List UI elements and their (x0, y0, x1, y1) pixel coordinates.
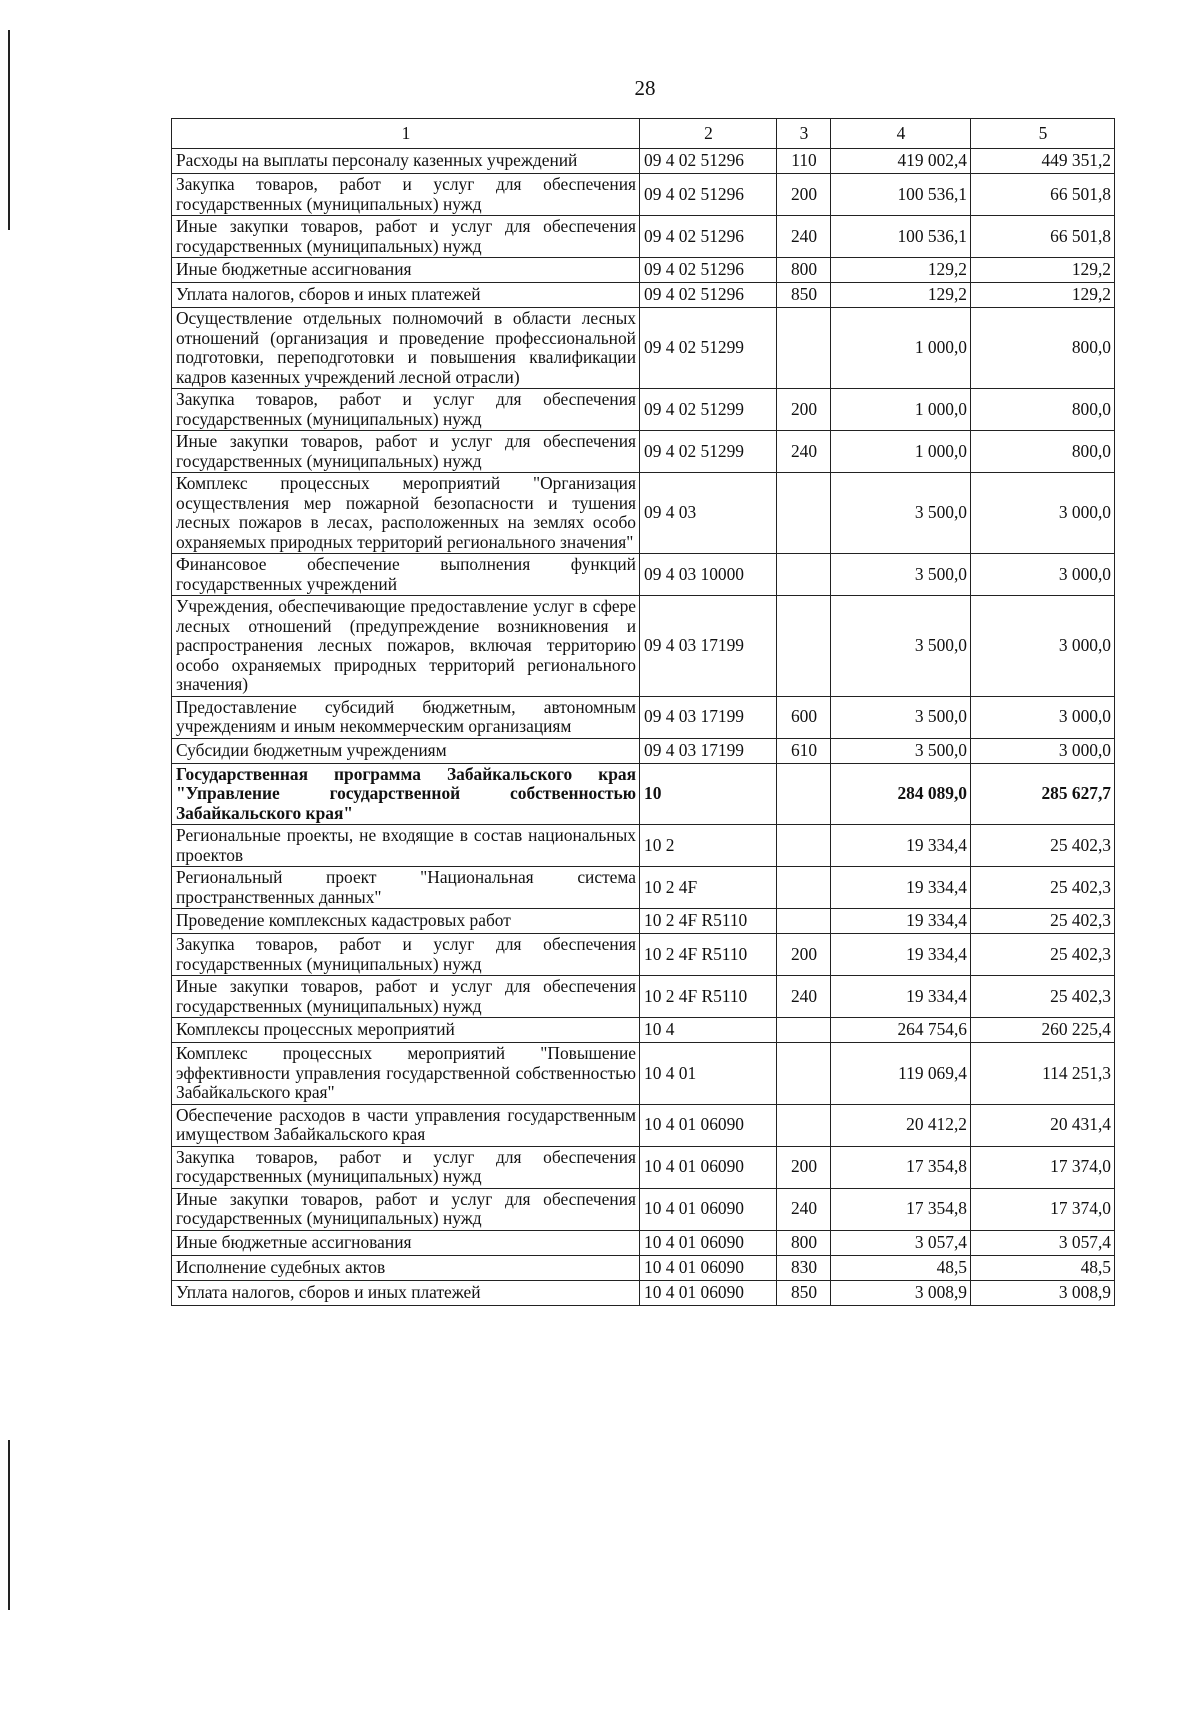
row-name-cell: Региональные проекты, не входящие в состав национальных проектов (172, 825, 640, 867)
row-name-cell: Иные закупки товаров, работ и услуг для обеспечения государственных (муниципальных) нужд (172, 431, 640, 473)
row-value-2024-cell: 1 000,0 (831, 308, 971, 389)
row-type-cell (777, 763, 831, 825)
row-name-cell: Уплата налогов, сборов и иных платежей (172, 283, 640, 308)
row-type-cell (777, 909, 831, 934)
table-row (172, 763, 1115, 825)
row-code-cell: 09 4 02 51296 (640, 283, 777, 308)
row-name-cell: Иные закупки товаров, работ и услуг для обеспечения государственных (муниципальных) нужд (172, 976, 640, 1018)
table-row (172, 1188, 1115, 1230)
row-type-cell (777, 1104, 831, 1146)
scan-margin-line-top (8, 30, 10, 230)
table-row (172, 216, 1115, 258)
row-name-cell: Иные бюджетные ассигнования (172, 1230, 640, 1255)
row-code-cell: 09 4 02 51296 (640, 149, 777, 174)
row-name-cell: Финансовое обеспечение выполнения функций государственных учреждений (172, 554, 640, 596)
table-row (172, 308, 1115, 389)
row-code-cell: 10 4 01 06090 (640, 1188, 777, 1230)
row-type-cell: 240 (777, 216, 831, 258)
row-value-2024-cell: 17 354,8 (831, 1188, 971, 1230)
row-code-cell: 09 4 02 51299 (640, 431, 777, 473)
row-type-cell (777, 867, 831, 909)
row-value-2025-cell: 285 627,7 (971, 763, 1115, 825)
row-value-2025-cell: 66 501,8 (971, 174, 1115, 216)
table-row (172, 174, 1115, 216)
row-name-cell: Уплата налогов, сборов и иных платежей (172, 1280, 640, 1305)
row-value-2025-cell: 25 402,3 (971, 825, 1115, 867)
row-type-cell (777, 1018, 831, 1043)
row-code-cell: 09 4 03 17199 (640, 738, 777, 763)
row-code-cell: 09 4 03 17199 (640, 596, 777, 697)
row-name-cell: Закупка товаров, работ и услуг для обеспечения государственных (муниципальных) нужд (172, 174, 640, 216)
row-code-cell: 10 4 01 06090 (640, 1146, 777, 1188)
row-value-2024-cell: 264 754,6 (831, 1018, 971, 1043)
column-header: 4 (831, 119, 971, 149)
row-name-cell: Предоставление субсидий бюджетным, автономным учреждениям и иным некоммерческим организациям (172, 696, 640, 738)
row-value-2024-cell: 100 536,1 (831, 174, 971, 216)
row-name-cell: Субсидии бюджетным учреждениям (172, 738, 640, 763)
row-value-2025-cell: 3 000,0 (971, 596, 1115, 697)
row-value-2024-cell: 3 500,0 (831, 738, 971, 763)
row-name-cell: Обеспечение расходов в части управления государственным имуществом Забайкальского края (172, 1104, 640, 1146)
row-value-2024-cell: 119 069,4 (831, 1043, 971, 1105)
table-row (172, 825, 1115, 867)
row-code-cell: 09 4 03 10000 (640, 554, 777, 596)
row-type-cell: 240 (777, 1188, 831, 1230)
row-type-cell: 600 (777, 696, 831, 738)
row-value-2025-cell: 17 374,0 (971, 1146, 1115, 1188)
row-value-2025-cell: 3 000,0 (971, 738, 1115, 763)
row-code-cell: 10 4 01 06090 (640, 1230, 777, 1255)
table-row (172, 1043, 1115, 1105)
row-code-cell: 09 4 03 17199 (640, 696, 777, 738)
row-value-2025-cell: 800,0 (971, 431, 1115, 473)
row-value-2024-cell: 1 000,0 (831, 389, 971, 431)
row-value-2024-cell: 3 008,9 (831, 1280, 971, 1305)
row-type-cell: 200 (777, 174, 831, 216)
row-value-2024-cell: 284 089,0 (831, 763, 971, 825)
row-name-cell: Иные закупки товаров, работ и услуг для обеспечения государственных (муниципальных) нужд (172, 216, 640, 258)
row-value-2024-cell: 3 500,0 (831, 473, 971, 554)
row-code-cell: 10 2 4F (640, 867, 777, 909)
row-type-cell: 850 (777, 283, 831, 308)
row-type-cell: 800 (777, 1230, 831, 1255)
row-type-cell (777, 1043, 831, 1105)
row-code-cell: 09 4 02 51296 (640, 216, 777, 258)
row-value-2024-cell: 419 002,4 (831, 149, 971, 174)
row-code-cell: 10 4 (640, 1018, 777, 1043)
row-type-cell: 200 (777, 934, 831, 976)
row-code-cell: 10 2 4F R5110 (640, 976, 777, 1018)
row-value-2024-cell: 20 412,2 (831, 1104, 971, 1146)
row-name-cell: Иные бюджетные ассигнования (172, 258, 640, 283)
row-type-cell: 800 (777, 258, 831, 283)
table-row (172, 909, 1115, 934)
row-code-cell: 09 4 02 51296 (640, 258, 777, 283)
row-code-cell: 10 2 (640, 825, 777, 867)
table-row (172, 431, 1115, 473)
row-value-2025-cell: 260 225,4 (971, 1018, 1115, 1043)
row-value-2025-cell: 25 402,3 (971, 867, 1115, 909)
row-type-cell: 200 (777, 389, 831, 431)
row-value-2025-cell: 3 000,0 (971, 554, 1115, 596)
row-name-cell: Исполнение судебных актов (172, 1255, 640, 1280)
row-value-2024-cell: 19 334,4 (831, 867, 971, 909)
row-value-2025-cell: 3 057,4 (971, 1230, 1115, 1255)
row-type-cell (777, 596, 831, 697)
row-value-2025-cell: 48,5 (971, 1255, 1115, 1280)
row-name-cell: Комплексы процессных мероприятий (172, 1018, 640, 1043)
row-code-cell: 10 4 01 06090 (640, 1280, 777, 1305)
row-value-2024-cell: 3 500,0 (831, 596, 971, 697)
row-value-2024-cell: 3 500,0 (831, 554, 971, 596)
row-value-2024-cell: 3 500,0 (831, 696, 971, 738)
table-row (172, 473, 1115, 554)
row-value-2025-cell: 66 501,8 (971, 216, 1115, 258)
row-value-2025-cell: 25 402,3 (971, 909, 1115, 934)
row-value-2024-cell: 19 334,4 (831, 825, 971, 867)
row-name-cell: Закупка товаров, работ и услуг для обеспечения государственных (муниципальных) нужд (172, 934, 640, 976)
table-row (172, 1280, 1115, 1305)
row-value-2024-cell: 17 354,8 (831, 1146, 971, 1188)
row-name-cell: Учреждения, обеспечивающие предоставление услуг в сфере лесных отношений (предупреждение возникновения и распространения лесных пожаров, включая территорию особо охраняемых природных территорий регионального значения) (172, 596, 640, 697)
row-value-2024-cell: 3 057,4 (831, 1230, 971, 1255)
row-value-2024-cell: 1 000,0 (831, 431, 971, 473)
row-value-2025-cell: 20 431,4 (971, 1104, 1115, 1146)
table-header-row (172, 119, 1115, 149)
row-value-2025-cell: 800,0 (971, 389, 1115, 431)
row-value-2024-cell: 48,5 (831, 1255, 971, 1280)
budget-table (171, 118, 1115, 1306)
table-row (172, 554, 1115, 596)
table-row (172, 596, 1115, 697)
table-row (172, 1255, 1115, 1280)
table-row (172, 867, 1115, 909)
row-code-cell: 10 (640, 763, 777, 825)
scan-margin-line-bottom (8, 1440, 10, 1610)
row-code-cell: 10 2 4F R5110 (640, 934, 777, 976)
row-type-cell: 850 (777, 1280, 831, 1305)
row-code-cell: 09 4 02 51299 (640, 308, 777, 389)
table-row (172, 1230, 1115, 1255)
row-name-cell: Закупка товаров, работ и услуг для обеспечения государственных (муниципальных) нужд (172, 389, 640, 431)
row-value-2024-cell: 19 334,4 (831, 909, 971, 934)
row-name-cell: Государственная программа Забайкальского края "Управление государственной собственностью Забайкальского края" (172, 763, 640, 825)
table-row (172, 738, 1115, 763)
table-body (172, 149, 1115, 1306)
row-value-2025-cell: 3 000,0 (971, 696, 1115, 738)
table-row (172, 976, 1115, 1018)
row-value-2024-cell: 129,2 (831, 283, 971, 308)
row-value-2025-cell: 3 008,9 (971, 1280, 1115, 1305)
row-type-cell: 610 (777, 738, 831, 763)
column-header: 5 (971, 119, 1115, 149)
row-type-cell: 240 (777, 431, 831, 473)
row-name-cell: Комплекс процессных мероприятий "Повышение эффективности управления государственной собственностью Забайкальского края" (172, 1043, 640, 1105)
row-value-2024-cell: 19 334,4 (831, 976, 971, 1018)
row-type-cell: 240 (777, 976, 831, 1018)
table-row (172, 1146, 1115, 1188)
row-code-cell: 09 4 02 51299 (640, 389, 777, 431)
row-name-cell: Региональный проект "Национальная система пространственных данных" (172, 867, 640, 909)
row-type-cell (777, 308, 831, 389)
row-name-cell: Осуществление отдельных полномочий в области лесных отношений (организация и проведение профессиональной подготовки, переподготовки и повышения квалификации кадров казенных учреждений лесной отрасли) (172, 308, 640, 389)
row-code-cell: 10 2 4F R5110 (640, 909, 777, 934)
row-value-2024-cell: 100 536,1 (831, 216, 971, 258)
row-value-2025-cell: 129,2 (971, 283, 1115, 308)
row-type-cell: 200 (777, 1146, 831, 1188)
table-row (172, 283, 1115, 308)
table-row (172, 934, 1115, 976)
row-value-2025-cell: 129,2 (971, 258, 1115, 283)
row-value-2025-cell: 25 402,3 (971, 976, 1115, 1018)
row-type-cell: 830 (777, 1255, 831, 1280)
column-header: 3 (777, 119, 831, 149)
row-type-cell (777, 554, 831, 596)
row-type-cell (777, 825, 831, 867)
row-type-cell: 110 (777, 149, 831, 174)
row-name-cell: Проведение комплексных кадастровых работ (172, 909, 640, 934)
row-code-cell: 10 4 01 06090 (640, 1255, 777, 1280)
row-name-cell: Закупка товаров, работ и услуг для обеспечения государственных (муниципальных) нужд (172, 1146, 640, 1188)
column-header: 1 (172, 119, 640, 149)
row-code-cell: 10 4 01 06090 (640, 1104, 777, 1146)
row-name-cell: Иные закупки товаров, работ и услуг для обеспечения государственных (муниципальных) нужд (172, 1188, 640, 1230)
row-code-cell: 09 4 03 (640, 473, 777, 554)
row-name-cell: Комплекс процессных мероприятий "Организация осуществления мер пожарной безопасности и тушения лесных пожаров в лесах, расположенных на землях особо охраняемых природных территорий регионального значения" (172, 473, 640, 554)
column-header: 2 (640, 119, 777, 149)
row-value-2024-cell: 19 334,4 (831, 934, 971, 976)
row-value-2025-cell: 449 351,2 (971, 149, 1115, 174)
table-row (172, 258, 1115, 283)
row-type-cell (777, 473, 831, 554)
row-value-2025-cell: 800,0 (971, 308, 1115, 389)
row-value-2025-cell: 25 402,3 (971, 934, 1115, 976)
row-value-2024-cell: 129,2 (831, 258, 971, 283)
row-value-2025-cell: 114 251,3 (971, 1043, 1115, 1105)
row-code-cell: 09 4 02 51296 (640, 174, 777, 216)
row-value-2025-cell: 17 374,0 (971, 1188, 1115, 1230)
table-row (172, 149, 1115, 174)
table-row (172, 389, 1115, 431)
row-name-cell: Расходы на выплаты персоналу казенных учреждений (172, 149, 640, 174)
row-value-2025-cell: 3 000,0 (971, 473, 1115, 554)
page-number: 28 (634, 76, 656, 100)
table-row (172, 1104, 1115, 1146)
table-row (172, 1018, 1115, 1043)
row-code-cell: 10 4 01 (640, 1043, 777, 1105)
table-row (172, 696, 1115, 738)
